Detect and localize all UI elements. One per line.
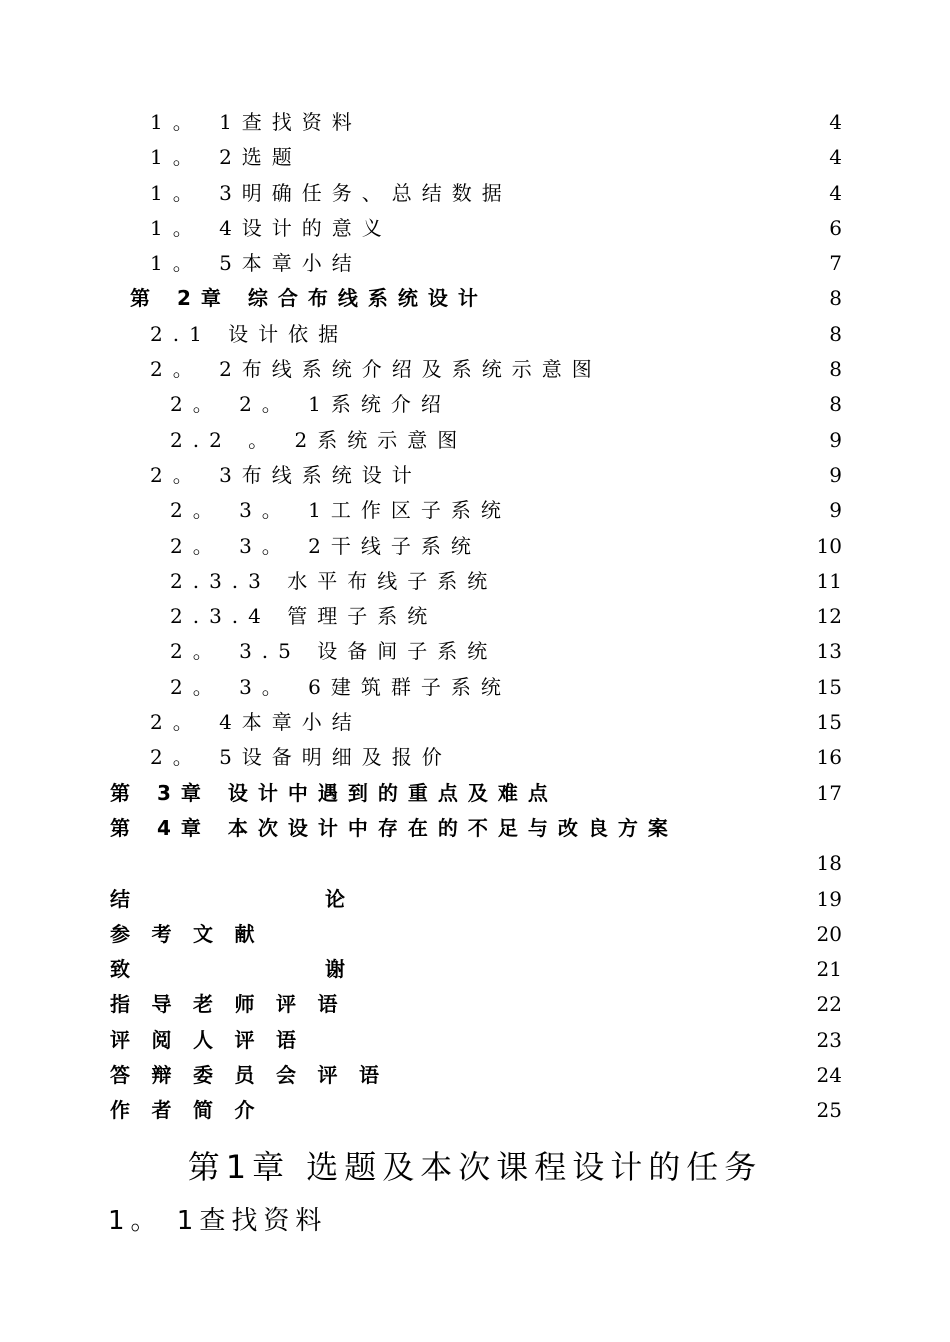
toc-entry-page: 24 bbox=[816, 1063, 842, 1088]
toc-entry-page: 8 bbox=[829, 392, 842, 417]
toc-entry-title: 2。 3。 1工作区子系统 bbox=[170, 498, 511, 523]
toc-entry-page: 8 bbox=[829, 321, 842, 346]
toc-entry-title: 第 4章 本次设计中存在的不足与改良方案 bbox=[110, 815, 678, 840]
toc-entry-title: 2。 5设备明细及报价 bbox=[150, 745, 452, 770]
table-of-contents bbox=[0, 105, 950, 1129]
toc-entry[interactable] bbox=[0, 387, 950, 422]
toc-entry[interactable] bbox=[0, 211, 950, 246]
toc-entry-title: 2。 4本章小结 bbox=[150, 710, 362, 735]
toc-entry-page: 23 bbox=[816, 1027, 842, 1052]
toc-entry-page: 9 bbox=[829, 427, 842, 452]
toc-entry-continuation[interactable] bbox=[0, 846, 950, 881]
toc-entry-page: 7 bbox=[829, 251, 842, 276]
toc-entry[interactable] bbox=[0, 423, 950, 458]
toc-entry-title: 2。 3.5 设备间子系统 bbox=[170, 639, 498, 664]
toc-entry-page: 22 bbox=[816, 992, 842, 1017]
toc-entry-title: 2。 3布线系统设计 bbox=[150, 462, 422, 487]
toc-entry[interactable] bbox=[0, 952, 950, 987]
toc-entry[interactable] bbox=[0, 105, 950, 140]
toc-entry-title: 2。 2布线系统介绍及系统示意图 bbox=[150, 357, 602, 382]
toc-entry-page: 9 bbox=[829, 462, 842, 487]
toc-entry-title: 1。 1查找资料 bbox=[150, 110, 362, 134]
toc-entry-title: 2.3.3 水平布线子系统 bbox=[170, 568, 498, 593]
toc-entry-title: 1。 5本章小结 bbox=[150, 251, 362, 276]
toc-entry-page: 19 bbox=[816, 886, 842, 911]
toc-entry[interactable] bbox=[0, 493, 950, 528]
toc-entry-page: 13 bbox=[816, 639, 842, 664]
toc-entry[interactable] bbox=[0, 599, 950, 634]
toc-entry-title: 2.3.4 管理子系统 bbox=[170, 604, 438, 629]
toc-entry[interactable] bbox=[0, 740, 950, 775]
toc-entry-title: 作者简介 bbox=[110, 1098, 276, 1123]
toc-entry-title: 2.1 设计依据 bbox=[150, 321, 349, 346]
toc-entry-page: 17 bbox=[816, 780, 842, 805]
toc-entry-title: 第 3章 设计中遇到的重点及难点 bbox=[110, 780, 558, 805]
toc-entry[interactable] bbox=[0, 317, 950, 352]
toc-entry[interactable] bbox=[0, 670, 950, 705]
toc-entry-page: 8 bbox=[829, 286, 842, 311]
toc-entry[interactable] bbox=[0, 882, 950, 917]
toc-entry[interactable] bbox=[0, 246, 950, 281]
toc-entry[interactable] bbox=[0, 529, 950, 564]
toc-entry-page: 15 bbox=[816, 674, 842, 699]
toc-entry-page: 8 bbox=[829, 357, 842, 382]
toc-entry-title: 致 谢 bbox=[110, 957, 439, 982]
toc-entry-page: 6 bbox=[829, 215, 842, 240]
toc-entry-page: 4 bbox=[829, 145, 842, 170]
toc-entry[interactable] bbox=[0, 140, 950, 175]
toc-entry-page: 20 bbox=[816, 921, 842, 946]
toc-chapter-entry[interactable] bbox=[0, 776, 950, 811]
toc-entry[interactable] bbox=[0, 564, 950, 599]
toc-entry-page: 10 bbox=[816, 533, 842, 558]
toc-entry[interactable] bbox=[0, 705, 950, 740]
toc-entry-page: 12 bbox=[816, 604, 842, 629]
toc-entry[interactable] bbox=[0, 458, 950, 493]
toc-entry-page: 4 bbox=[829, 110, 842, 134]
toc-entry-page: 16 bbox=[816, 745, 842, 770]
toc-entry-title: 答辩委员会评语 bbox=[110, 1063, 401, 1088]
toc-entry-title: 指导老师评语 bbox=[110, 992, 359, 1017]
toc-entry-page: 15 bbox=[816, 710, 842, 735]
chapter-heading: 第1章 选题及本次课程设计的任务 bbox=[187, 1148, 763, 1186]
toc-chapter-entry[interactable] bbox=[0, 811, 950, 846]
toc-entry-page: 21 bbox=[816, 957, 842, 982]
toc-entry-title: 参考文献 bbox=[110, 921, 276, 946]
toc-entry-title: 2。 3。 2干线子系统 bbox=[170, 533, 481, 558]
toc-entry-title: 1。 3明确任务、总结数据 bbox=[150, 180, 512, 205]
toc-entry[interactable] bbox=[0, 634, 950, 669]
toc-entry-title: 结 论 bbox=[110, 886, 439, 911]
toc-entry[interactable] bbox=[0, 1023, 950, 1058]
toc-entry-title: 1。 4设计的意义 bbox=[150, 215, 392, 240]
toc-entry[interactable] bbox=[0, 176, 950, 211]
toc-entry[interactable] bbox=[0, 1093, 950, 1128]
toc-entry-title: 评阅人评语 bbox=[110, 1027, 318, 1052]
toc-entry-title: 第 2章 综合布线系统设计 bbox=[130, 286, 488, 311]
toc-chapter-entry[interactable] bbox=[0, 281, 950, 316]
section-heading: 1。 1查找资料 bbox=[108, 1206, 328, 1236]
toc-entry-title: 2。 2。 1系统介绍 bbox=[170, 392, 451, 417]
toc-entry-title: 2。 3。 6建筑群子系统 bbox=[170, 674, 511, 699]
toc-entry-page: 25 bbox=[816, 1098, 842, 1123]
toc-entry-page: 11 bbox=[816, 568, 842, 593]
toc-entry[interactable] bbox=[0, 1058, 950, 1093]
toc-entry-title: 2.2 。 2系统示意图 bbox=[170, 427, 468, 452]
toc-entry[interactable] bbox=[0, 352, 950, 387]
toc-entry-page: 4 bbox=[829, 180, 842, 205]
toc-entry[interactable] bbox=[0, 917, 950, 952]
toc-entry-page: 18 bbox=[816, 851, 842, 876]
toc-entry-page: 9 bbox=[829, 498, 842, 523]
toc-entry-title: 1。 2选题 bbox=[150, 145, 302, 170]
toc-entry[interactable] bbox=[0, 987, 950, 1022]
